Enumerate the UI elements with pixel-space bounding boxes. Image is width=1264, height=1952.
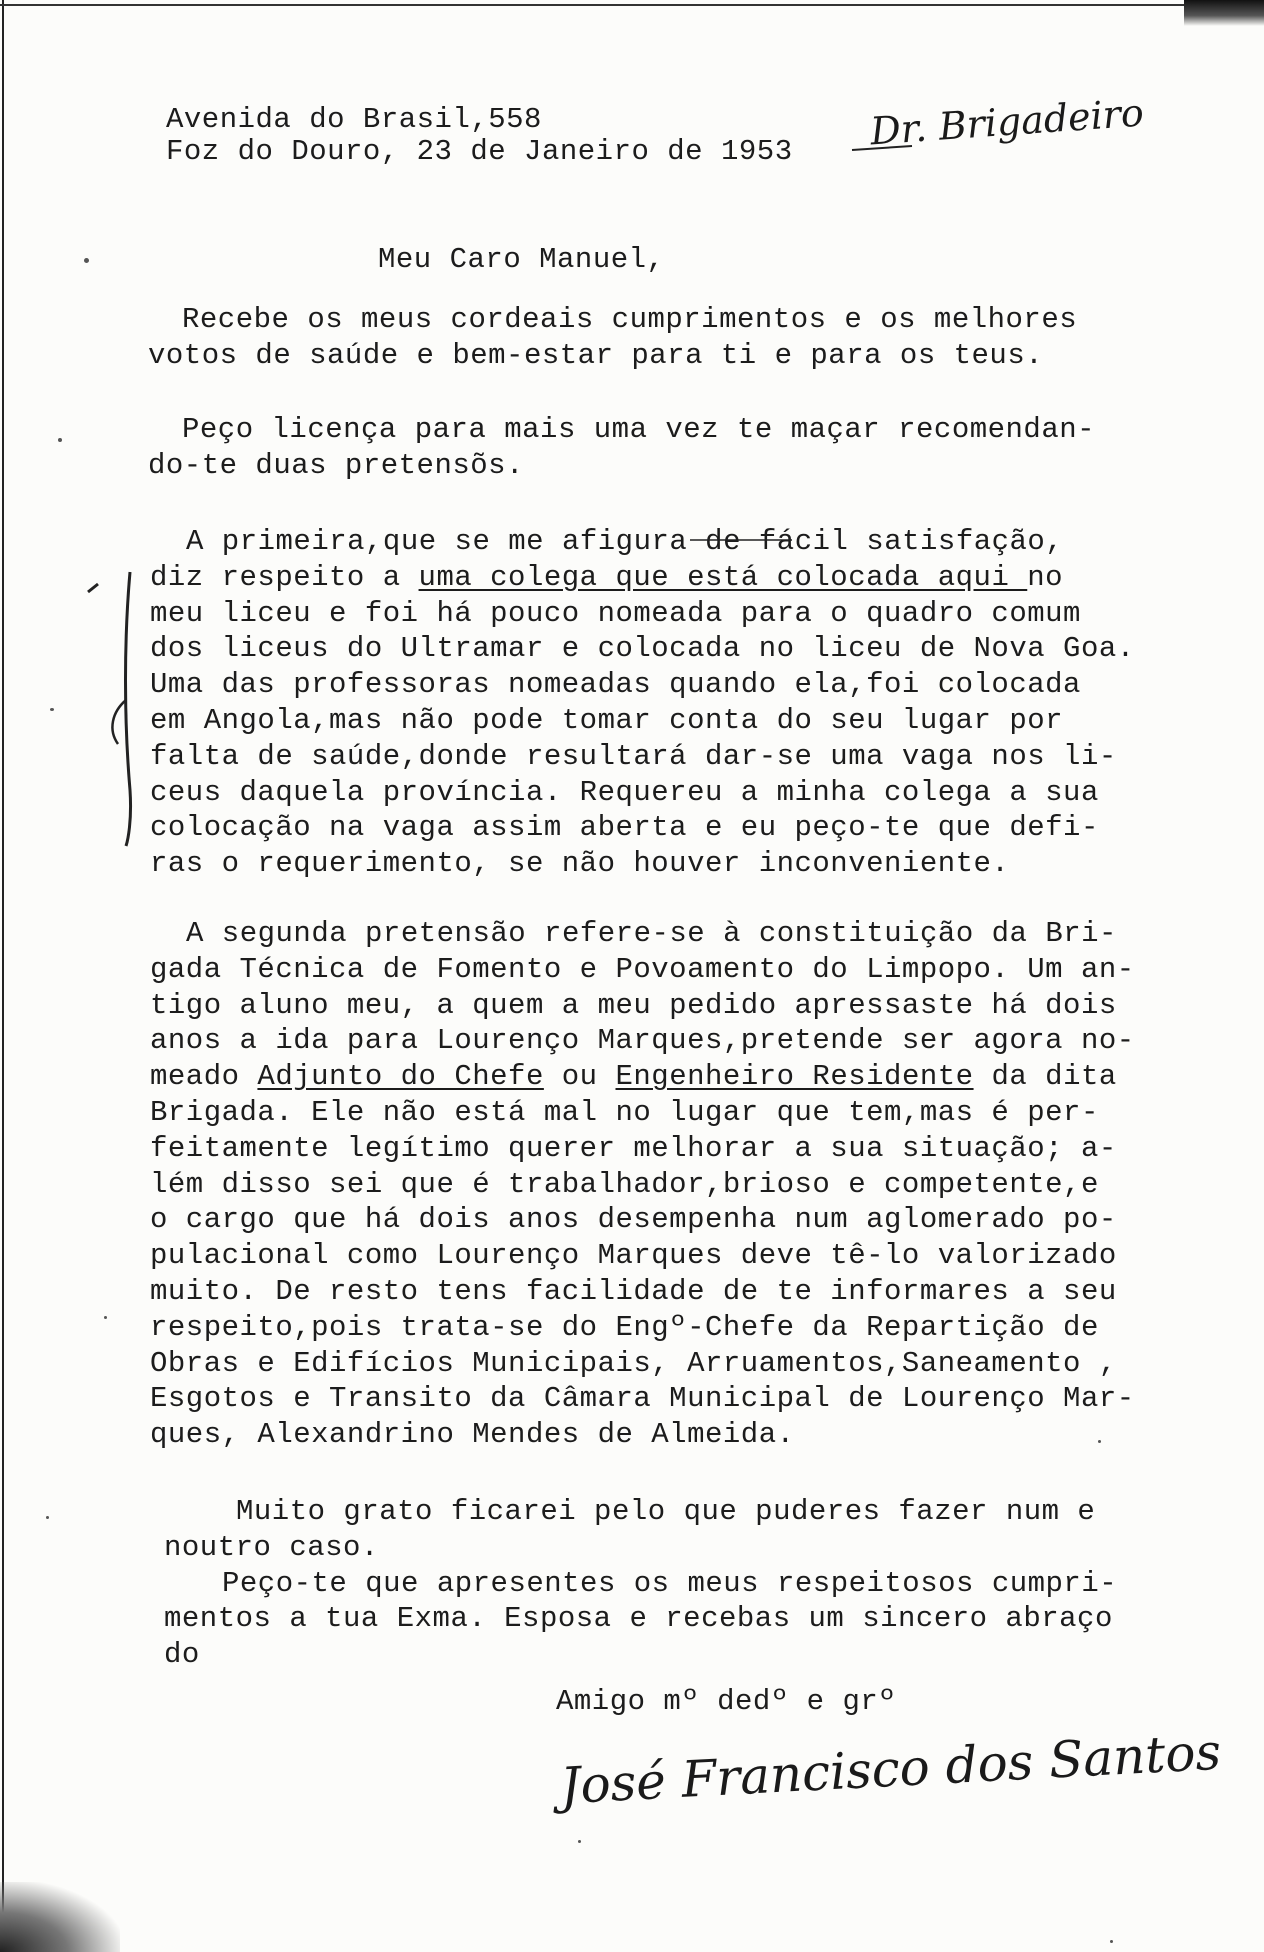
margin-bracket-line bbox=[126, 572, 131, 846]
text-line: gada Técnica de Fomento e Povoamento do Limpopo. Um an- bbox=[150, 952, 1135, 986]
text-line: do bbox=[164, 1638, 200, 1672]
text-line: Esgotos e Transito da Câmara Municipal de Lourenço Mar- bbox=[150, 1382, 1135, 1416]
text-fragment: da dita bbox=[973, 1060, 1117, 1094]
text-line: muito. De resto tens facilidade de te informares a seu bbox=[150, 1274, 1117, 1308]
text-fragment: ou bbox=[543, 1060, 616, 1094]
text-line: A segunda pretensão refere-se à constituição da Bri- bbox=[186, 917, 1117, 950]
text-line: o cargo que há dois anos desempenha num aglomerado po- bbox=[150, 1203, 1117, 1237]
margin-tick bbox=[88, 584, 98, 592]
handwritten-annotation: Dr. Brigadeiro bbox=[868, 90, 1146, 154]
text-line: votos de saúde e bem-estar para ti e para os teus. bbox=[148, 338, 1044, 372]
text-line: respeito,pois trata-se do Engº-Chefe da Repartição de bbox=[150, 1310, 1099, 1344]
underlined-phrase: uma colega que está colocada aqui bbox=[418, 560, 1028, 594]
text-line: Peço licença para mais uma vez te maçar recomendan- bbox=[182, 413, 1096, 446]
text-line: Obras e Edifícios Municipais, Arruamentos,Saneamento , bbox=[150, 1346, 1117, 1380]
address-line: Avenida do Brasil,558 bbox=[166, 103, 542, 136]
annotation-stroke bbox=[852, 146, 912, 150]
text-line: Recebe os meus cordeais cumprimentos e os melhores bbox=[182, 303, 1078, 336]
text-line: anos a ida para Lourenço Marques,pretende ser agora no- bbox=[150, 1024, 1135, 1058]
text-fragment: no bbox=[1027, 560, 1064, 594]
text-line: dos liceus do Ultramar e colocada no liceu de Nova Goa. bbox=[150, 632, 1135, 666]
underlined-role-engenheiro: Engenheiro Residente bbox=[615, 1060, 974, 1094]
text-line: feitamente legítimo querer melhorar a sua situação; a- bbox=[150, 1131, 1117, 1165]
place-date-line: Foz do Douro, 23 de Janeiro de 1953 bbox=[166, 135, 793, 168]
text-line: em Angola,mas não pode tomar conta do seu lugar por bbox=[150, 703, 1064, 737]
text-line: ceus daquela província. Requereu a minha colega a sua bbox=[150, 775, 1099, 809]
salutation: Meu Caro Manuel, bbox=[378, 243, 665, 276]
text-line: colocação na vaga assim aberta e eu peço-te que defi- bbox=[150, 811, 1099, 845]
text-line: falta de saúde,donde resultará dar-se uma vaga nos li- bbox=[150, 739, 1117, 773]
text-line: noutro caso. bbox=[164, 1530, 379, 1564]
text-line: A primeira,que se me afigura de fácil satisfação, bbox=[186, 525, 1064, 558]
text-line: ras o requerimento, se não houver inconveniente. bbox=[150, 847, 1010, 881]
text-line: Brigada. Ele não está mal no lugar que tem,mas é per- bbox=[150, 1095, 1099, 1129]
text-line: Peço-te que apresentes os meus respeitosos cumpri- bbox=[222, 1566, 1118, 1600]
signoff: Amigo mº dedº e grº bbox=[556, 1685, 897, 1718]
text-fragment: meado bbox=[150, 1060, 258, 1094]
text-line: do-te duas pretensõs. bbox=[148, 448, 524, 482]
text-line: lém disso sei que é trabalhador,brioso e competente,e bbox=[150, 1167, 1099, 1201]
text-line: Muito grato ficarei pelo que puderes fazer num e bbox=[236, 1495, 1096, 1528]
text-line: ques, Alexandrino Mendes de Almeida. bbox=[150, 1418, 795, 1452]
text-line: tigo aluno meu, a quem a meu pedido apressaste há dois bbox=[150, 988, 1117, 1022]
text-line: meu liceu e foi há pouco nomeada para o quadro comum bbox=[150, 596, 1081, 630]
text-line: mentos a tua Exma. Esposa e recebas um sincero abraço bbox=[164, 1602, 1113, 1636]
text-fragment: diz respeito a bbox=[150, 560, 419, 594]
text-line: Uma das professoras nomeadas quando ela,foi colocada bbox=[150, 668, 1081, 702]
underlined-role-adjunto: Adjunto do Chefe bbox=[257, 1060, 544, 1094]
handwritten-signature: José Francisco dos Santos bbox=[558, 1722, 1223, 1816]
margin-bracket-curl bbox=[112, 700, 126, 744]
text-line: pulacional como Lourenço Marques deve tê-lo valorizado bbox=[150, 1239, 1117, 1273]
